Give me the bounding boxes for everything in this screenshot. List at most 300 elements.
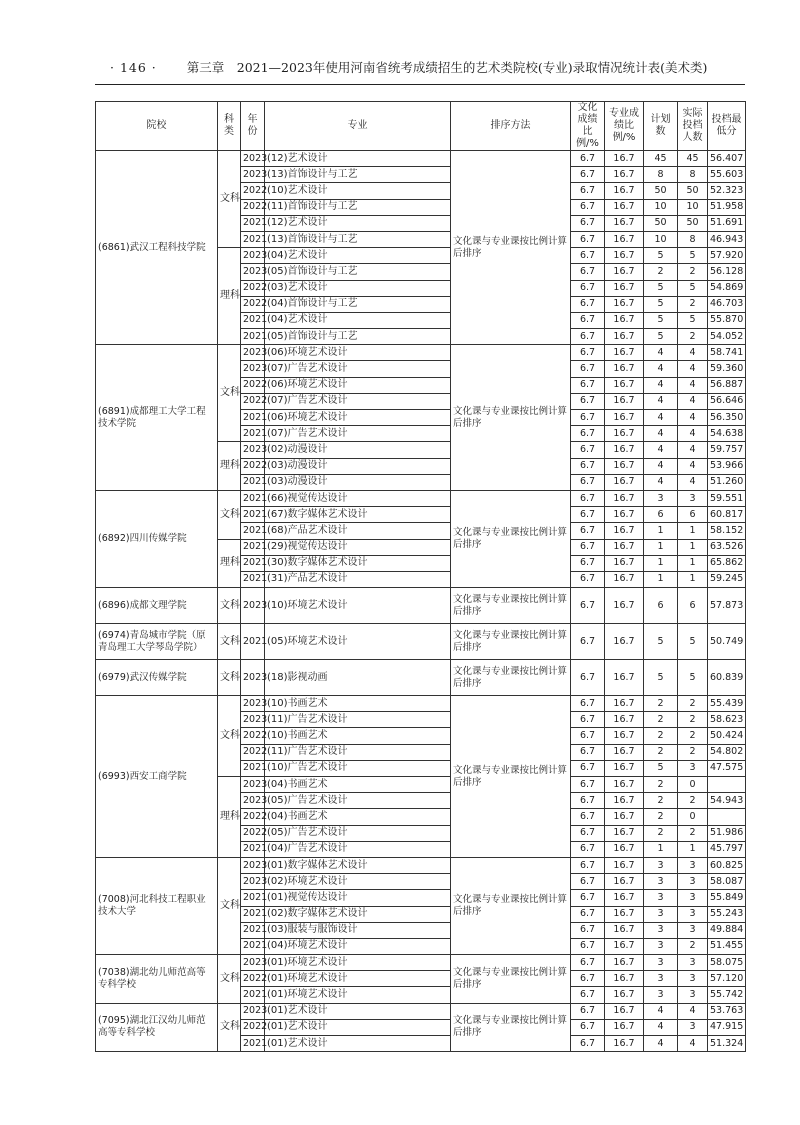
min-score-cell — [708, 777, 746, 793]
major-ratio-cell: 16.7 — [605, 841, 644, 857]
plan-cell: 6 — [644, 507, 678, 523]
year-cell: 2022 — [241, 825, 265, 841]
school-name: (7008)河北科技工程职业技术大学 — [96, 857, 218, 954]
major-ratio-cell: 16.7 — [605, 777, 644, 793]
col-header-method: 排序方法 — [451, 102, 571, 151]
plan-cell: 3 — [644, 906, 678, 922]
category-cell: 理科 — [218, 777, 241, 858]
actual-cell: 8 — [678, 167, 708, 183]
year-cell: 2021 — [241, 215, 265, 231]
plan-cell: 6 — [644, 588, 678, 624]
plan-cell: 5 — [644, 624, 678, 660]
plan-cell: 3 — [644, 490, 678, 506]
min-score-cell: 45.797 — [708, 841, 746, 857]
actual-cell: 3 — [678, 760, 708, 776]
actual-cell: 3 — [678, 490, 708, 506]
major-cell: (01)视觉传达设计 — [265, 890, 451, 906]
major-ratio-cell: 16.7 — [605, 183, 644, 199]
major-ratio-cell: 16.7 — [605, 215, 644, 231]
year-cell: 2023 — [241, 696, 265, 712]
actual-cell: 4 — [678, 361, 708, 377]
page-header — [110, 58, 730, 78]
year-cell: 2021 — [241, 890, 265, 906]
major-cell: (12)艺术设计 — [265, 151, 451, 167]
culture-ratio-cell: 6.7 — [571, 329, 605, 345]
major-ratio-cell: 16.7 — [605, 199, 644, 215]
culture-ratio-cell: 6.7 — [571, 744, 605, 760]
min-score-cell: 55.870 — [708, 312, 746, 328]
method-cell: 文化课与专业课按比例计算后排序 — [451, 660, 571, 696]
plan-cell: 3 — [644, 971, 678, 987]
culture-ratio-cell: 6.7 — [571, 167, 605, 183]
actual-cell: 6 — [678, 588, 708, 624]
plan-cell: 10 — [644, 231, 678, 247]
min-score-cell: 51.324 — [708, 1036, 746, 1052]
culture-ratio-cell: 6.7 — [571, 825, 605, 841]
min-score-cell: 54.943 — [708, 793, 746, 809]
culture-ratio-cell: 6.7 — [571, 696, 605, 712]
actual-cell: 2 — [678, 329, 708, 345]
major-cell: (13)首饰设计与工艺 — [265, 231, 451, 247]
method-cell: 文化课与专业课按比例计算后排序 — [451, 857, 571, 954]
major-ratio-cell: 16.7 — [605, 624, 644, 660]
major-cell: (06)环境艺术设计 — [265, 410, 451, 426]
culture-ratio-cell: 6.7 — [571, 1036, 605, 1052]
year-cell: 2023 — [241, 660, 265, 696]
major-cell: (04)书画艺术 — [265, 777, 451, 793]
category-cell: 理科 — [218, 539, 241, 588]
culture-ratio-cell: 6.7 — [571, 215, 605, 231]
culture-ratio-cell: 6.7 — [571, 777, 605, 793]
major-ratio-cell: 16.7 — [605, 1036, 644, 1052]
min-score-cell: 59.551 — [708, 490, 746, 506]
major-cell: (10)书画艺术 — [265, 728, 451, 744]
actual-cell: 4 — [678, 458, 708, 474]
culture-ratio-cell: 6.7 — [571, 571, 605, 587]
major-cell: (29)视觉传达设计 — [265, 539, 451, 555]
min-score-cell: 55.742 — [708, 987, 746, 1003]
major-ratio-cell: 16.7 — [605, 857, 644, 873]
plan-cell: 3 — [644, 987, 678, 1003]
culture-ratio-cell: 6.7 — [571, 264, 605, 280]
major-ratio-cell: 16.7 — [605, 744, 644, 760]
min-score-cell: 58.741 — [708, 345, 746, 361]
plan-cell: 4 — [644, 361, 678, 377]
culture-ratio-cell: 6.7 — [571, 296, 605, 312]
major-ratio-cell: 16.7 — [605, 1003, 644, 1019]
major-cell: (12)艺术设计 — [265, 215, 451, 231]
min-score-cell: 47.915 — [708, 1019, 746, 1035]
major-cell: (31)产品艺术设计 — [265, 571, 451, 587]
plan-cell: 4 — [644, 1019, 678, 1035]
table-body — [96, 151, 746, 1052]
admissions-table — [95, 101, 746, 1052]
table-row — [96, 345, 746, 361]
actual-cell: 2 — [678, 793, 708, 809]
category-cell: 文科 — [218, 955, 241, 1004]
category-cell: 文科 — [218, 624, 241, 660]
year-cell: 2022 — [241, 183, 265, 199]
major-cell: (18)影视动画 — [265, 660, 451, 696]
actual-cell: 4 — [678, 1003, 708, 1019]
major-ratio-cell: 16.7 — [605, 507, 644, 523]
min-score-cell: 53.763 — [708, 1003, 746, 1019]
plan-cell: 3 — [644, 890, 678, 906]
actual-cell: 4 — [678, 393, 708, 409]
major-ratio-cell: 16.7 — [605, 728, 644, 744]
school-name: (7038)湖北幼儿师范高等专科学校 — [96, 955, 218, 1004]
plan-cell: 4 — [644, 393, 678, 409]
major-ratio-cell: 16.7 — [605, 922, 644, 938]
major-cell: (07)广告艺术设计 — [265, 361, 451, 377]
plan-cell: 3 — [644, 955, 678, 971]
major-ratio-cell: 16.7 — [605, 329, 644, 345]
actual-cell: 2 — [678, 712, 708, 728]
year-cell: 2021 — [241, 490, 265, 506]
min-score-cell: 60.817 — [708, 507, 746, 523]
min-score-cell: 63.526 — [708, 539, 746, 555]
year-cell: 2021 — [241, 231, 265, 247]
plan-cell: 4 — [644, 345, 678, 361]
major-cell: (11)广告艺术设计 — [265, 744, 451, 760]
year-cell: 2021 — [241, 507, 265, 523]
actual-cell: 3 — [678, 971, 708, 987]
year-cell: 2023 — [241, 248, 265, 264]
category-cell: 文科 — [218, 588, 241, 624]
major-ratio-cell: 16.7 — [605, 345, 644, 361]
major-cell: (11)广告艺术设计 — [265, 712, 451, 728]
min-score-cell: 56.887 — [708, 377, 746, 393]
plan-cell: 50 — [644, 215, 678, 231]
actual-cell: 2 — [678, 696, 708, 712]
major-cell: (11)首饰设计与工艺 — [265, 199, 451, 215]
actual-cell: 4 — [678, 474, 708, 490]
major-ratio-cell: 16.7 — [605, 312, 644, 328]
col-header-major-ratio: 专业成绩比例/% — [605, 102, 644, 151]
major-cell: (10)环境艺术设计 — [265, 588, 451, 624]
major-ratio-cell: 16.7 — [605, 555, 644, 571]
min-score-cell: 58.152 — [708, 523, 746, 539]
actual-cell: 3 — [678, 857, 708, 873]
min-score-cell: 59.360 — [708, 361, 746, 377]
major-cell: (03)服装与服饰设计 — [265, 922, 451, 938]
min-score-cell: 60.825 — [708, 857, 746, 873]
culture-ratio-cell: 6.7 — [571, 458, 605, 474]
major-cell: (03)动漫设计 — [265, 458, 451, 474]
culture-ratio-cell: 6.7 — [571, 426, 605, 442]
min-score-cell: 57.120 — [708, 971, 746, 987]
plan-cell: 4 — [644, 1036, 678, 1052]
major-ratio-cell: 16.7 — [605, 539, 644, 555]
year-cell: 2023 — [241, 588, 265, 624]
major-ratio-cell: 16.7 — [605, 890, 644, 906]
plan-cell: 3 — [644, 874, 678, 890]
category-cell: 理科 — [218, 442, 241, 491]
major-cell: (01)环境艺术设计 — [265, 987, 451, 1003]
col-header-min-score: 投档最低分 — [708, 102, 746, 151]
min-score-cell: 55.439 — [708, 696, 746, 712]
major-ratio-cell: 16.7 — [605, 426, 644, 442]
school-name: (6974)青岛城市学院（原青岛理工大学琴岛学院） — [96, 624, 218, 660]
year-cell: 2023 — [241, 712, 265, 728]
plan-cell: 4 — [644, 474, 678, 490]
culture-ratio-cell: 6.7 — [571, 231, 605, 247]
year-cell: 2023 — [241, 442, 265, 458]
major-cell: (04)广告艺术设计 — [265, 841, 451, 857]
min-score-cell: 46.943 — [708, 231, 746, 247]
year-cell: 2021 — [241, 938, 265, 954]
year-cell: 2021 — [241, 841, 265, 857]
chapter-title: 第三章 2021—2023年使用河南省统考成绩招生的艺术类院校(专业)录取情况统计表(美术类) — [186, 60, 708, 75]
min-score-cell: 58.087 — [708, 874, 746, 890]
actual-cell: 2 — [678, 296, 708, 312]
culture-ratio-cell: 6.7 — [571, 1003, 605, 1019]
min-score-cell: 46.703 — [708, 296, 746, 312]
major-cell: (66)视觉传达设计 — [265, 490, 451, 506]
plan-cell: 4 — [644, 426, 678, 442]
plan-cell: 4 — [644, 410, 678, 426]
plan-cell: 2 — [644, 744, 678, 760]
major-cell: (04)书画艺术 — [265, 809, 451, 825]
actual-cell: 2 — [678, 744, 708, 760]
culture-ratio-cell: 6.7 — [571, 760, 605, 776]
table-row — [96, 151, 746, 167]
major-cell: (02)环境艺术设计 — [265, 874, 451, 890]
culture-ratio-cell: 6.7 — [571, 442, 605, 458]
actual-cell: 1 — [678, 571, 708, 587]
major-cell: (07)广告艺术设计 — [265, 393, 451, 409]
actual-cell: 6 — [678, 507, 708, 523]
major-ratio-cell: 16.7 — [605, 442, 644, 458]
culture-ratio-cell: 6.7 — [571, 588, 605, 624]
plan-cell: 2 — [644, 825, 678, 841]
method-cell: 文化课与专业课按比例计算后排序 — [451, 955, 571, 1004]
actual-cell: 1 — [678, 523, 708, 539]
min-score-cell: 65.862 — [708, 555, 746, 571]
year-cell: 2021 — [241, 760, 265, 776]
category-cell: 文科 — [218, 696, 241, 777]
major-cell: (02)数字媒体艺术设计 — [265, 906, 451, 922]
min-score-cell: 59.245 — [708, 571, 746, 587]
culture-ratio-cell: 6.7 — [571, 345, 605, 361]
plan-cell: 5 — [644, 312, 678, 328]
category-cell: 理科 — [218, 248, 241, 345]
major-ratio-cell: 16.7 — [605, 793, 644, 809]
year-cell: 2022 — [241, 393, 265, 409]
year-cell: 2021 — [241, 523, 265, 539]
culture-ratio-cell: 6.7 — [571, 922, 605, 938]
culture-ratio-cell: 6.7 — [571, 377, 605, 393]
major-ratio-cell: 16.7 — [605, 825, 644, 841]
plan-cell: 1 — [644, 523, 678, 539]
plan-cell: 2 — [644, 712, 678, 728]
min-score-cell — [708, 809, 746, 825]
major-cell: (01)艺术设计 — [265, 1019, 451, 1035]
major-ratio-cell: 16.7 — [605, 393, 644, 409]
method-cell: 文化课与专业课按比例计算后排序 — [451, 1003, 571, 1052]
school-name: (6896)成都文理学院 — [96, 588, 218, 624]
actual-cell: 1 — [678, 555, 708, 571]
year-cell: 2021 — [241, 474, 265, 490]
major-cell: (04)艺术设计 — [265, 248, 451, 264]
actual-cell: 3 — [678, 906, 708, 922]
major-cell: (04)首饰设计与工艺 — [265, 296, 451, 312]
year-cell: 2023 — [241, 361, 265, 377]
year-cell: 2023 — [241, 874, 265, 890]
min-score-cell: 57.873 — [708, 588, 746, 624]
year-cell: 2022 — [241, 296, 265, 312]
min-score-cell: 51.691 — [708, 215, 746, 231]
actual-cell: 3 — [678, 890, 708, 906]
major-cell: (01)艺术设计 — [265, 1003, 451, 1019]
plan-cell: 5 — [644, 280, 678, 296]
year-cell: 2021 — [241, 426, 265, 442]
major-ratio-cell: 16.7 — [605, 280, 644, 296]
min-score-cell: 51.958 — [708, 199, 746, 215]
min-score-cell: 55.849 — [708, 890, 746, 906]
major-cell: (13)首饰设计与工艺 — [265, 167, 451, 183]
actual-cell: 3 — [678, 874, 708, 890]
table-row — [96, 624, 746, 660]
major-ratio-cell: 16.7 — [605, 987, 644, 1003]
major-ratio-cell: 16.7 — [605, 474, 644, 490]
year-cell: 2023 — [241, 857, 265, 873]
year-cell: 2022 — [241, 377, 265, 393]
method-cell: 文化课与专业课按比例计算后排序 — [451, 490, 571, 587]
major-ratio-cell: 16.7 — [605, 377, 644, 393]
plan-cell: 4 — [644, 1003, 678, 1019]
culture-ratio-cell: 6.7 — [571, 660, 605, 696]
min-score-cell: 50.424 — [708, 728, 746, 744]
year-cell: 2021 — [241, 987, 265, 1003]
major-cell: (67)数字媒体艺术设计 — [265, 507, 451, 523]
min-score-cell: 54.802 — [708, 744, 746, 760]
year-cell: 2023 — [241, 777, 265, 793]
method-cell: 文化课与专业课按比例计算后排序 — [451, 696, 571, 858]
category-cell: 文科 — [218, 857, 241, 954]
plan-cell: 3 — [644, 857, 678, 873]
actual-cell: 50 — [678, 215, 708, 231]
culture-ratio-cell: 6.7 — [571, 793, 605, 809]
actual-cell: 4 — [678, 1036, 708, 1052]
major-ratio-cell: 16.7 — [605, 696, 644, 712]
actual-cell: 8 — [678, 231, 708, 247]
actual-cell: 1 — [678, 841, 708, 857]
min-score-cell: 58.623 — [708, 712, 746, 728]
method-cell: 文化课与专业课按比例计算后排序 — [451, 588, 571, 624]
major-cell: (06)环境艺术设计 — [265, 377, 451, 393]
year-cell: 2023 — [241, 955, 265, 971]
major-cell: (07)广告艺术设计 — [265, 426, 451, 442]
col-header-year: 年份 — [241, 102, 265, 151]
year-cell: 2021 — [241, 571, 265, 587]
min-score-cell: 51.455 — [708, 938, 746, 954]
culture-ratio-cell: 6.7 — [571, 280, 605, 296]
culture-ratio-cell: 6.7 — [571, 490, 605, 506]
plan-cell: 4 — [644, 458, 678, 474]
year-cell: 2023 — [241, 167, 265, 183]
actual-cell: 3 — [678, 1019, 708, 1035]
year-cell: 2023 — [241, 1003, 265, 1019]
year-cell: 2022 — [241, 744, 265, 760]
major-ratio-cell: 16.7 — [605, 410, 644, 426]
plan-cell: 5 — [644, 248, 678, 264]
method-cell: 文化课与专业课按比例计算后排序 — [451, 151, 571, 345]
actual-cell: 2 — [678, 264, 708, 280]
culture-ratio-cell: 6.7 — [571, 987, 605, 1003]
min-score-cell: 55.243 — [708, 906, 746, 922]
culture-ratio-cell: 6.7 — [571, 624, 605, 660]
min-score-cell: 54.869 — [708, 280, 746, 296]
major-ratio-cell: 16.7 — [605, 1019, 644, 1035]
year-cell: 2021 — [241, 539, 265, 555]
plan-cell: 5 — [644, 296, 678, 312]
culture-ratio-cell: 6.7 — [571, 183, 605, 199]
major-cell: (04)环境艺术设计 — [265, 938, 451, 954]
actual-cell: 5 — [678, 312, 708, 328]
table-row — [96, 696, 746, 712]
culture-ratio-cell: 6.7 — [571, 955, 605, 971]
col-header-category: 科类 — [218, 102, 241, 151]
actual-cell: 3 — [678, 922, 708, 938]
culture-ratio-cell: 6.7 — [571, 874, 605, 890]
min-score-cell: 55.603 — [708, 167, 746, 183]
table-header-row — [96, 102, 746, 151]
year-cell: 2021 — [241, 906, 265, 922]
plan-cell: 3 — [644, 938, 678, 954]
year-cell: 2021 — [241, 922, 265, 938]
plan-cell: 8 — [644, 167, 678, 183]
actual-cell: 5 — [678, 624, 708, 660]
plan-cell: 1 — [644, 555, 678, 571]
major-cell: (03)动漫设计 — [265, 474, 451, 490]
major-cell: (68)产品艺术设计 — [265, 523, 451, 539]
min-score-cell: 51.986 — [708, 825, 746, 841]
culture-ratio-cell: 6.7 — [571, 507, 605, 523]
category-cell: 文科 — [218, 151, 241, 248]
major-cell: (06)环境艺术设计 — [265, 345, 451, 361]
major-cell: (05)首饰设计与工艺 — [265, 264, 451, 280]
culture-ratio-cell: 6.7 — [571, 393, 605, 409]
culture-ratio-cell: 6.7 — [571, 809, 605, 825]
major-ratio-cell: 16.7 — [605, 588, 644, 624]
table-row — [96, 490, 746, 506]
plan-cell: 5 — [644, 660, 678, 696]
min-score-cell: 56.350 — [708, 410, 746, 426]
plan-cell: 10 — [644, 199, 678, 215]
actual-cell: 2 — [678, 728, 708, 744]
plan-cell: 2 — [644, 777, 678, 793]
year-cell: 2021 — [241, 329, 265, 345]
major-cell: (01)环境艺术设计 — [265, 971, 451, 987]
year-cell: 2021 — [241, 410, 265, 426]
col-header-major: 专业 — [265, 102, 451, 151]
major-ratio-cell: 16.7 — [605, 248, 644, 264]
major-cell: (30)数字媒体艺术设计 — [265, 555, 451, 571]
school-name: (6861)武汉工程科技学院 — [96, 151, 218, 345]
major-cell: (04)艺术设计 — [265, 312, 451, 328]
major-cell: (01)环境艺术设计 — [265, 955, 451, 971]
col-header-school: 院校 — [96, 102, 218, 151]
culture-ratio-cell: 6.7 — [571, 712, 605, 728]
major-ratio-cell: 16.7 — [605, 938, 644, 954]
actual-cell: 5 — [678, 660, 708, 696]
plan-cell: 2 — [644, 809, 678, 825]
plan-cell: 2 — [644, 264, 678, 280]
major-ratio-cell: 16.7 — [605, 809, 644, 825]
culture-ratio-cell: 6.7 — [571, 906, 605, 922]
culture-ratio-cell: 6.7 — [571, 523, 605, 539]
